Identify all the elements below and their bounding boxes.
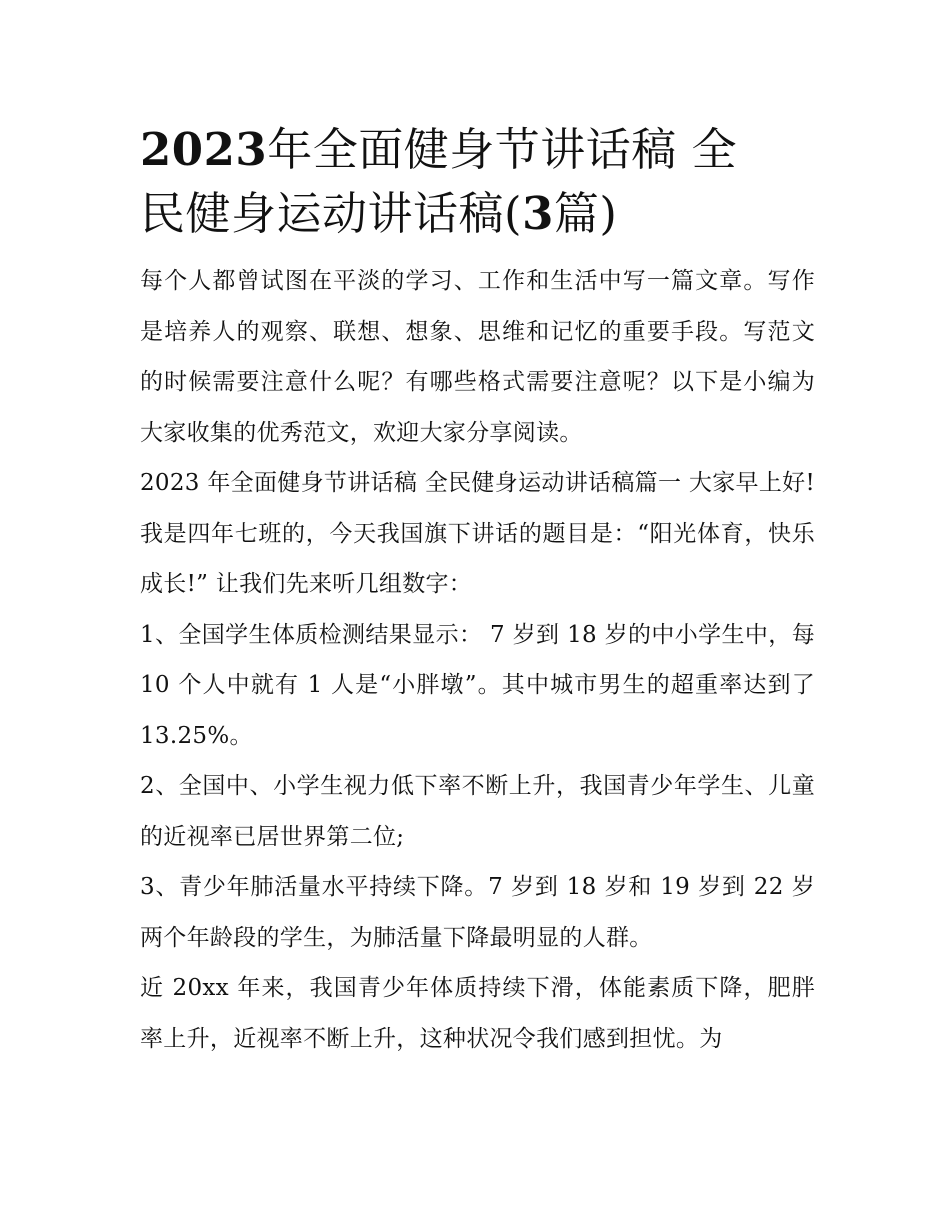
title-line2-text: 民健身运动讲话稿( [140, 187, 523, 240]
title-year: 2023 [140, 123, 268, 176]
paragraph-point-3: 3、青少年肺活量水平持续下降。7 岁到 18 岁和 19 岁到 22 岁两个年龄段的学生，为肺活量下降最明显的人群。 [140, 874, 815, 951]
document-body [140, 118, 815, 1064]
paragraph-conclusion: 近 20xx 年来，我国青少年体质持续下滑，体能素质下降，肥胖率上升，近视率不断上升，这种状况令我们感到担忧。为 [140, 975, 815, 1052]
paragraph-point-2: 2、全国中、小学生视力低下率不断上升，我国青少年学生、儿童的近视率已居世界第二位; [140, 773, 815, 850]
paragraph-intro: 每个人都曾试图在平淡的学习、工作和生活中写一篇文章。写作是培养人的观察、联想、想象、思维和记忆的重要手段。写范文的时候需要注意什么呢？有哪些格式需要注意呢？以下是小编为大家收集的优秀范文，欢迎大家分享阅读。 [140, 268, 815, 446]
title-line1-text: 年全面健身节讲话稿 全 [267, 123, 738, 176]
document-title [140, 118, 815, 246]
paragraph-opening: 2023 年全面健身节讲话稿 全民健身运动讲话稿篇一 大家早上好! 我是四年七班的，今天我国旗下讲话的题目是：“阳光体育，快乐成长!” 让我们先来听几组数字： [140, 470, 815, 597]
title-count: 3 [522, 187, 554, 240]
paragraph-point-1: 1、全国学生体质检测结果显示： 7 岁到 18 岁的中小学生中，每 10 个人中就有 1 人是“小胖墩”。其中城市男生的超重率达到了 13.25%。 [140, 621, 815, 749]
title-line2-end: 篇) [553, 187, 618, 240]
